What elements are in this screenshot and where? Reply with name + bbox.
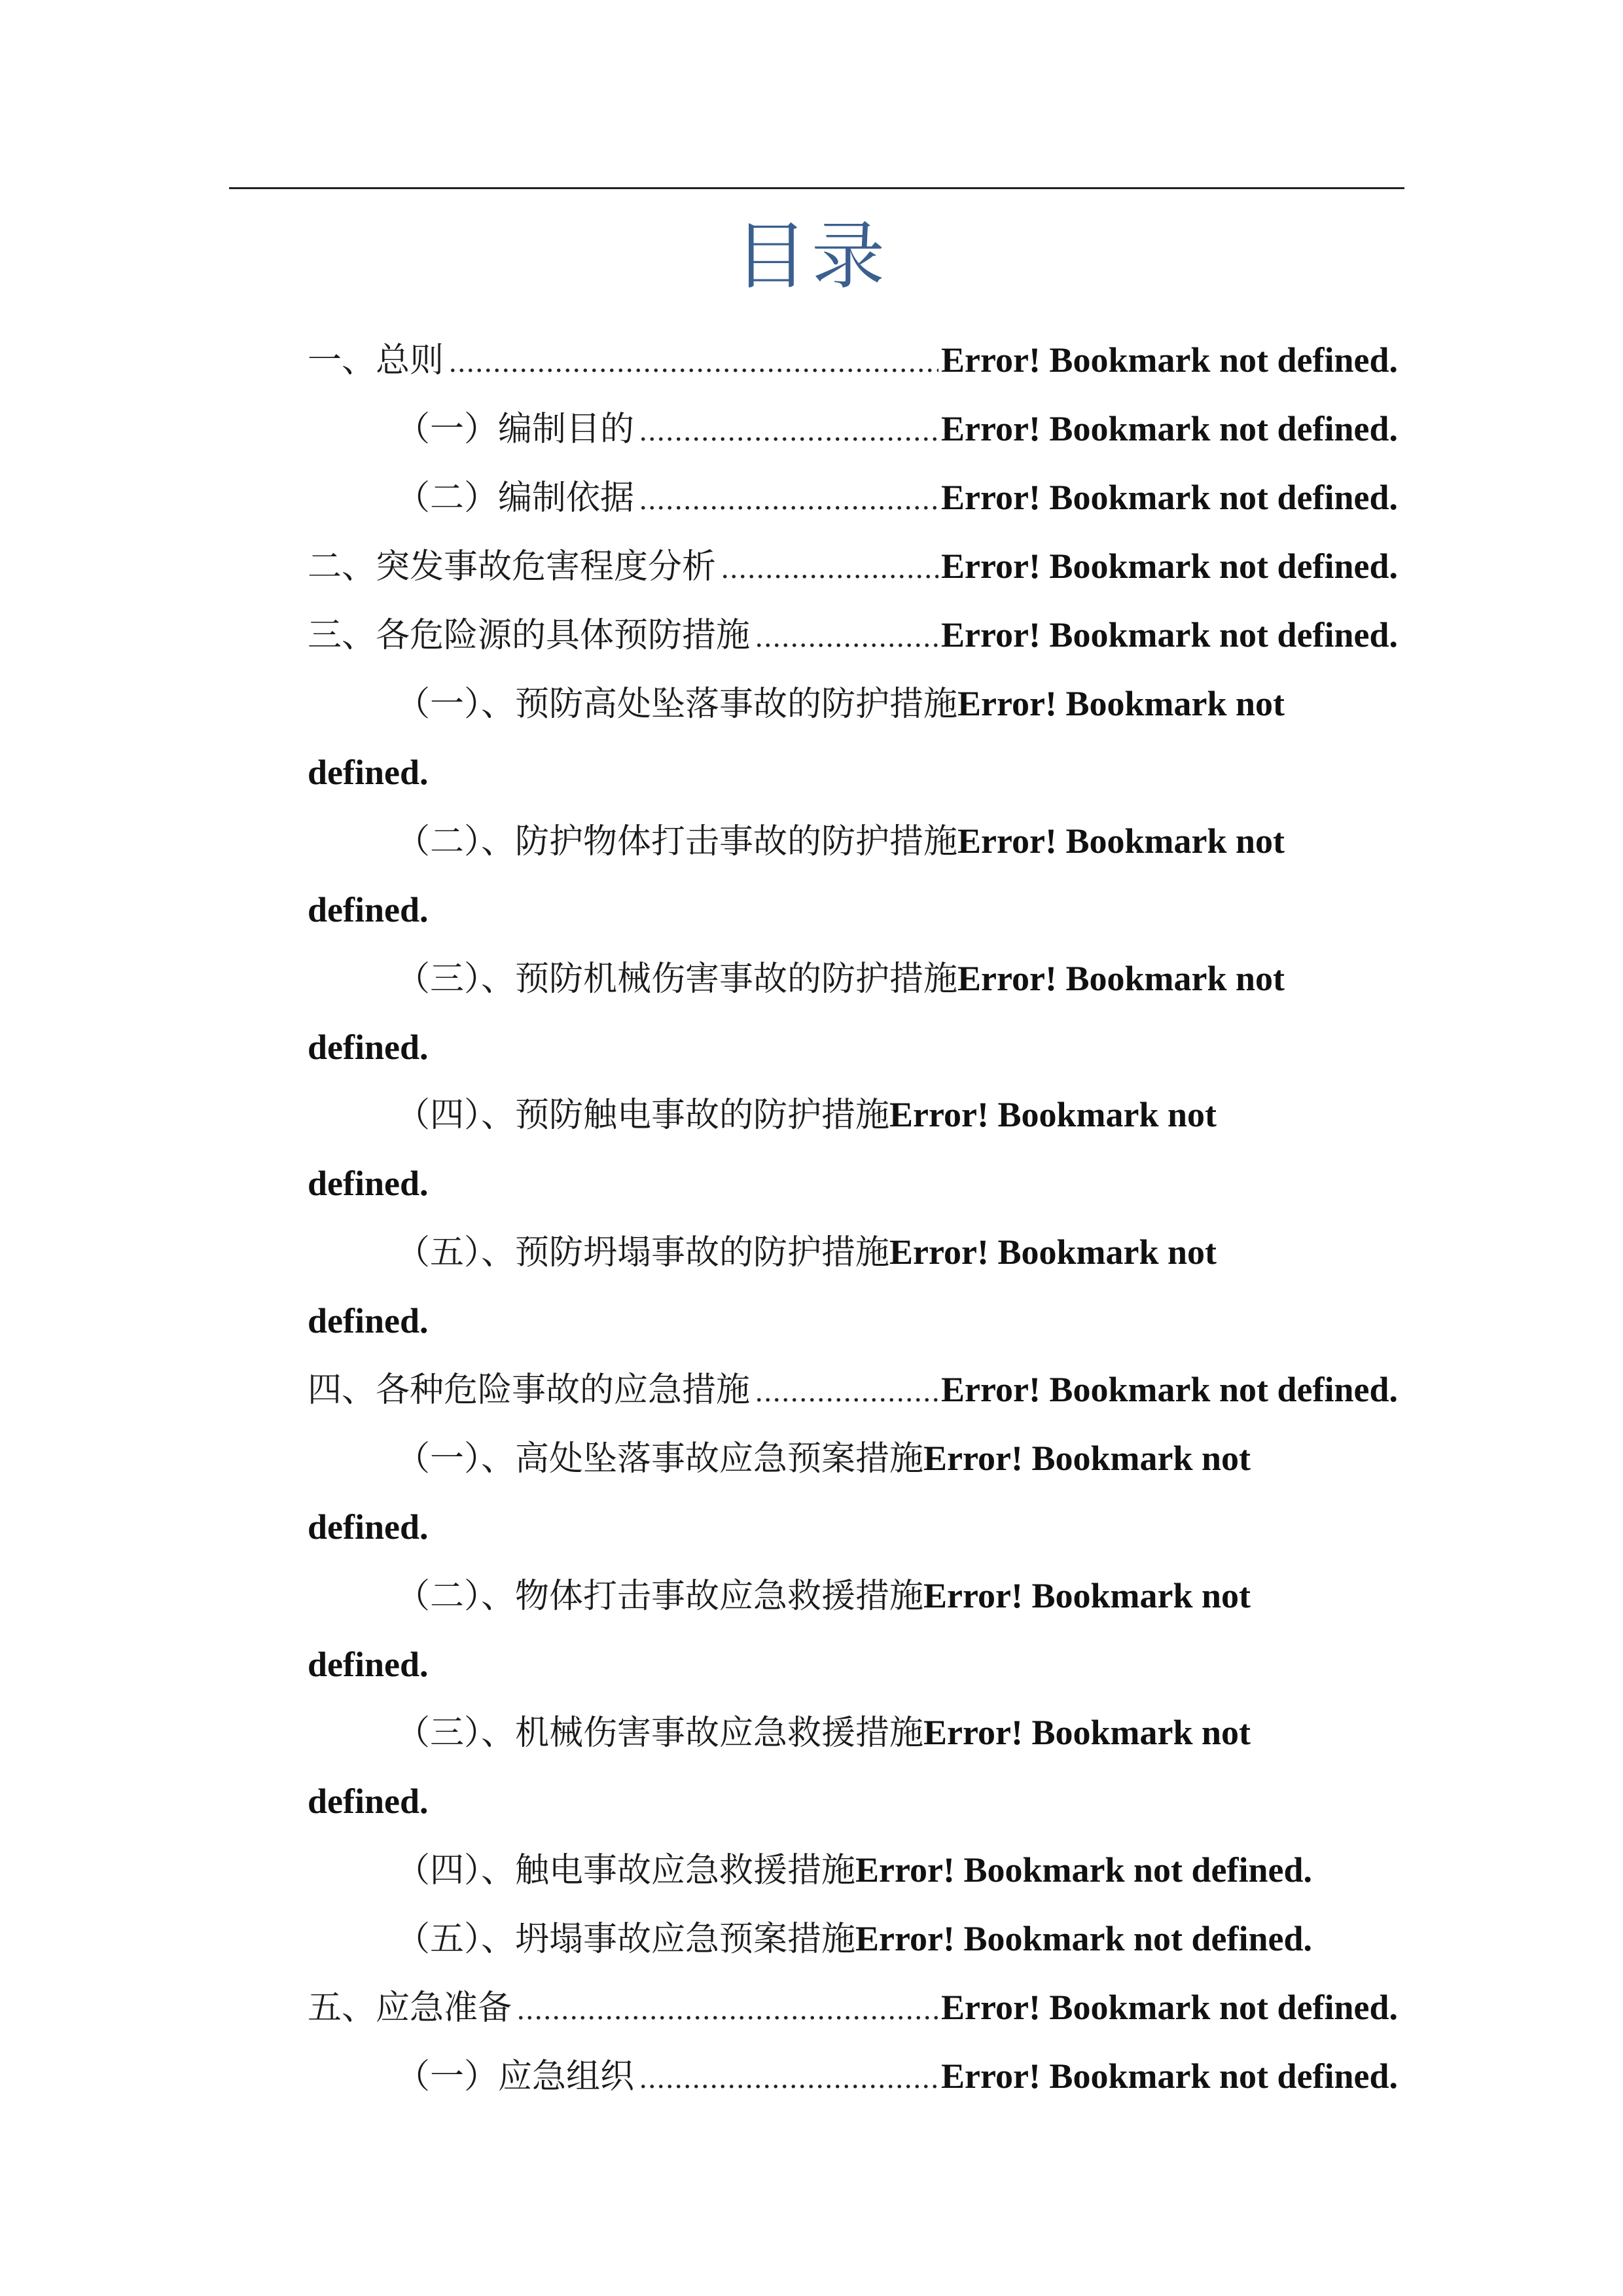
toc-entry-purpose[interactable] bbox=[396, 406, 1398, 452]
toc-entry-emergency-preparation[interactable] bbox=[308, 1984, 1398, 2030]
toc-entry-page: Error! Bookmark not defined. bbox=[855, 1850, 1313, 1890]
toc-leader-dots bbox=[755, 614, 938, 660]
toc-entry-machinery-prevention[interactable] bbox=[396, 956, 1285, 1001]
toc-entry-general[interactable] bbox=[308, 337, 1398, 383]
toc-entry-label: 一、总则 bbox=[308, 341, 444, 380]
toc-leader-dots bbox=[639, 2055, 938, 2101]
toc-entry-page: Error! Bookmark not bbox=[957, 959, 1285, 998]
toc-entry-electric-emergency[interactable] bbox=[396, 1847, 1398, 1893]
toc-entry-label: 五、应急准备 bbox=[308, 1988, 512, 2028]
toc-entry-page: Error! Bookmark not bbox=[923, 1576, 1251, 1615]
toc-entry-page-tail: defined. bbox=[308, 1782, 429, 1821]
toc-entry-label: （二）、防护物体打击事故的防护措施 bbox=[396, 822, 958, 861]
toc-entry-emergency-measures[interactable] bbox=[308, 1367, 1398, 1412]
toc-entry-fall-emergency[interactable] bbox=[396, 1435, 1251, 1481]
toc-entry-label: 四、各种危险事故的应急措施 bbox=[308, 1371, 751, 1410]
toc-entry-page: Error! Bookmark not defined. bbox=[941, 478, 1398, 517]
toc-entry-page: Error! Bookmark not defined. bbox=[941, 2056, 1398, 2096]
toc-entry-strike-emergency[interactable] bbox=[396, 1573, 1251, 1619]
toc-entry-page: Error! Bookmark not bbox=[889, 1095, 1217, 1134]
toc-entry-hazard-analysis[interactable] bbox=[308, 543, 1398, 589]
toc-entry-label: （二）编制依据 bbox=[396, 478, 635, 518]
toc-entry-basis[interactable] bbox=[396, 475, 1398, 520]
toc-entry-page: Error! Bookmark not defined. bbox=[941, 615, 1398, 655]
toc-entry-page: Error! Bookmark not bbox=[923, 1713, 1251, 1752]
toc-entry-machinery-emergency[interactable] bbox=[396, 1710, 1251, 1755]
toc-entry-page: Error! Bookmark not bbox=[923, 1439, 1251, 1478]
toc-entry-page: Error! Bookmark not defined. bbox=[855, 1919, 1313, 1958]
toc-entry-page-tail: defined. bbox=[308, 1507, 429, 1547]
toc-entry-label: （一）应急组织 bbox=[396, 2057, 635, 2096]
toc-leader-dots bbox=[517, 1986, 938, 2032]
toc-entry-page: Error! Bookmark not bbox=[957, 684, 1285, 723]
toc-entry-collapse-prevention[interactable] bbox=[396, 1229, 1217, 1275]
toc-entry-label: （四）、预防触电事故的防护措施 bbox=[396, 1096, 890, 1135]
toc-entry-label: （五）、坍塌事故应急预案措施 bbox=[396, 1920, 856, 1959]
toc-entry-label: （一）编制目的 bbox=[396, 410, 635, 449]
toc-entry-label: （二）、物体打击事故应急救援措施 bbox=[396, 1577, 924, 1616]
toc-entry-page-tail: defined. bbox=[308, 1301, 429, 1340]
toc-entry-electric-prevention[interactable] bbox=[396, 1092, 1217, 1138]
toc-entry-prevention[interactable] bbox=[308, 612, 1398, 658]
toc-leader-dots bbox=[639, 476, 938, 522]
toc-entry-page-tail: defined. bbox=[308, 1164, 429, 1203]
toc-entry-label: 二、突发事故危害程度分析 bbox=[308, 547, 717, 586]
toc-entry-page: Error! Bookmark not defined. bbox=[941, 1370, 1398, 1409]
toc-entry-page-tail: defined. bbox=[308, 753, 429, 792]
toc-leader-dots bbox=[755, 1369, 938, 1414]
toc-entry-page-tail: defined. bbox=[308, 1645, 429, 1684]
toc-title: 目录 bbox=[734, 214, 889, 299]
toc-entry-page: Error! Bookmark not defined. bbox=[941, 409, 1398, 448]
toc-entry-emergency-organization[interactable] bbox=[396, 2053, 1398, 2099]
toc-entry-label: （四）、触电事故应急救援措施 bbox=[396, 1851, 856, 1890]
toc-entry-label: （一）、高处坠落事故应急预案措施 bbox=[396, 1439, 924, 1479]
toc-entry-page: Error! Bookmark not defined. bbox=[941, 547, 1398, 586]
toc-entry-page: Error! Bookmark not defined. bbox=[941, 340, 1398, 380]
toc-entry-label: （三）、机械伤害事故应急救援措施 bbox=[396, 1713, 924, 1753]
toc-entry-strike-prevention[interactable] bbox=[396, 818, 1285, 864]
toc-leader-dots bbox=[449, 339, 938, 385]
toc-entry-collapse-emergency[interactable] bbox=[396, 1916, 1398, 1962]
toc-leader-dots bbox=[639, 408, 938, 454]
toc-entry-fall-prevention[interactable] bbox=[396, 681, 1285, 726]
toc-leader-dots bbox=[721, 545, 938, 591]
toc-entry-label: （三）、预防机械伤害事故的防护措施 bbox=[396, 960, 958, 999]
toc-entry-page: Error! Bookmark not bbox=[889, 1232, 1217, 1272]
toc-entry-label: （五）、预防坍塌事故的防护措施 bbox=[396, 1233, 890, 1272]
toc-entry-label: 三、各危险源的具体预防措施 bbox=[308, 616, 751, 655]
toc-entry-label: （一）、预防高处坠落事故的防护措施 bbox=[396, 685, 958, 724]
toc-entry-page: Error! Bookmark not bbox=[957, 821, 1285, 861]
header-rule bbox=[229, 187, 1404, 189]
toc-entry-page: Error! Bookmark not defined. bbox=[941, 1988, 1398, 2027]
toc-entry-page-tail: defined. bbox=[308, 1028, 429, 1067]
toc-entry-page-tail: defined. bbox=[308, 890, 429, 929]
